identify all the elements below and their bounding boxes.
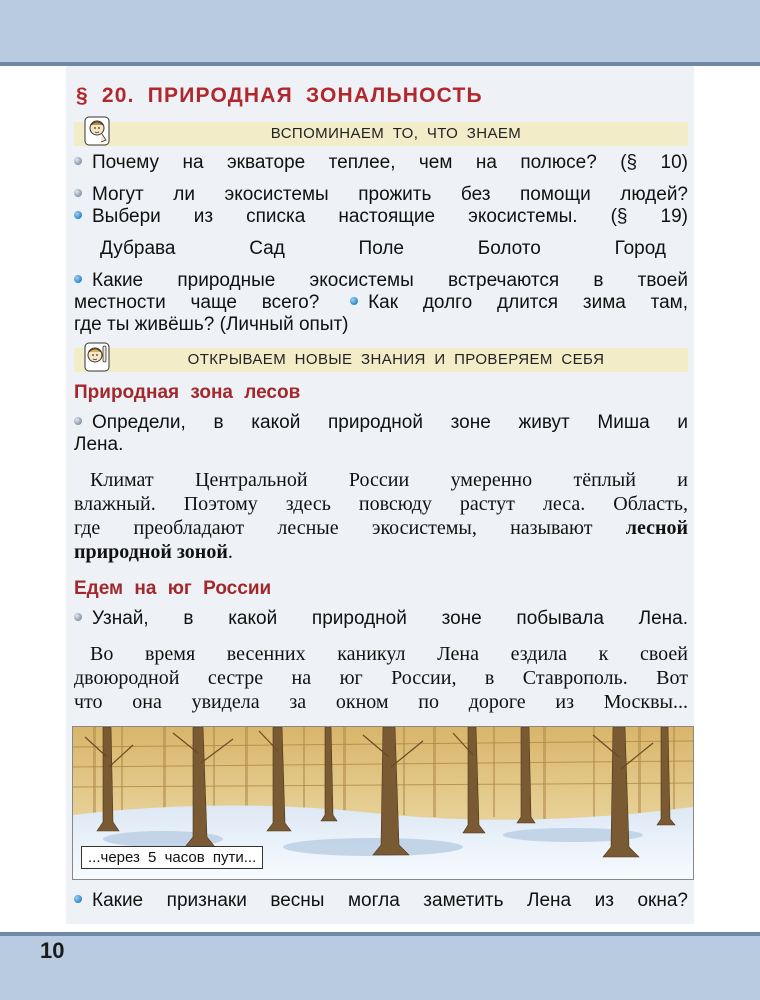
discover-band-label: ОТКРЫВАЕМ НОВЫЕ ЗНАНИЯ И ПРОВЕРЯЕМ СЕБЯ	[187, 351, 605, 368]
bullet-icon	[350, 297, 358, 305]
bullet-icon	[74, 417, 82, 425]
recall-question-4-line-1: Какие природные экосистемы встречаются в твоей	[74, 270, 688, 292]
bullet-icon	[74, 275, 82, 283]
thinking-child-icon	[84, 116, 110, 146]
recall-question-2: Могут ли экосистемы прожить без помощи людей?	[74, 184, 688, 206]
south-trip-task: Узнай, в какой природной зоне побывала Лена.	[74, 608, 688, 630]
forest-zone-text: Климат Центральной России умеренно тёплый и влажный. Поэтому здесь повсюду растут леса. Область, где преобладают лесные экосистемы, называют лесной природной зоной.	[74, 469, 688, 563]
term-bold: лесной	[625, 517, 688, 539]
page-number: 10	[40, 938, 65, 963]
recall-band-label: ВСПОМИНАЕМ ТО, ЧТО ЗНАЕМ	[270, 125, 522, 142]
bullet-icon	[74, 895, 82, 903]
bullet-icon	[74, 211, 82, 219]
recall-question-3: Выбери из списка настоящие экосистемы. (§ 19)	[74, 206, 688, 228]
forest-zone-heading: Природная зона лесов	[74, 382, 301, 403]
recall-question-4-line-2: местности чаще всего? Как долго длится зима там,	[74, 292, 688, 313]
bullet-icon	[74, 157, 82, 165]
term-bold: природной зоной	[74, 541, 228, 563]
word-item: Поле	[358, 238, 404, 259]
south-trip-heading: Едем на юг России	[74, 578, 272, 599]
forest-task-line-1: Определи, в какой природной зоне живут Миша и	[74, 412, 688, 434]
word-item: Сад	[249, 238, 285, 259]
winter-forest-illustration	[72, 726, 694, 880]
bottom-divider	[0, 932, 760, 936]
picture-caption: ...через 5 часов пути...	[81, 846, 263, 869]
ecosystem-word-list	[74, 238, 688, 260]
word-item: Дубрава	[100, 238, 176, 259]
section-title: § 20. ПРИРОДНАЯ ЗОНАЛЬНОСТЬ	[76, 84, 483, 107]
raised-hand-child-icon	[84, 342, 110, 372]
word-item: Город	[614, 238, 666, 259]
bullet-icon	[74, 613, 82, 621]
south-trip-text: Во время весенних каникул Лена ездила к своей двоюродной сестре на юг России, в Ставрополь. Вот что она увидела за окном по дороге из Москвы...	[74, 643, 688, 713]
recall-question-1: Почему на экваторе теплее, чем на полюсе? (§ 10)	[74, 152, 688, 174]
recall-question-4-line-3: где ты живёшь? (Личный опыт)	[74, 314, 349, 335]
forest-task-line-2: Лена.	[74, 434, 124, 455]
discover-band	[74, 348, 688, 372]
word-item: Болото	[477, 238, 541, 259]
textbook-page	[0, 66, 760, 932]
bullet-icon	[74, 189, 82, 197]
top-frame	[0, 0, 760, 62]
content-panel	[66, 66, 694, 924]
final-question: Какие признаки весны могла заметить Лена из окна?	[74, 890, 688, 912]
recall-band	[74, 122, 688, 146]
